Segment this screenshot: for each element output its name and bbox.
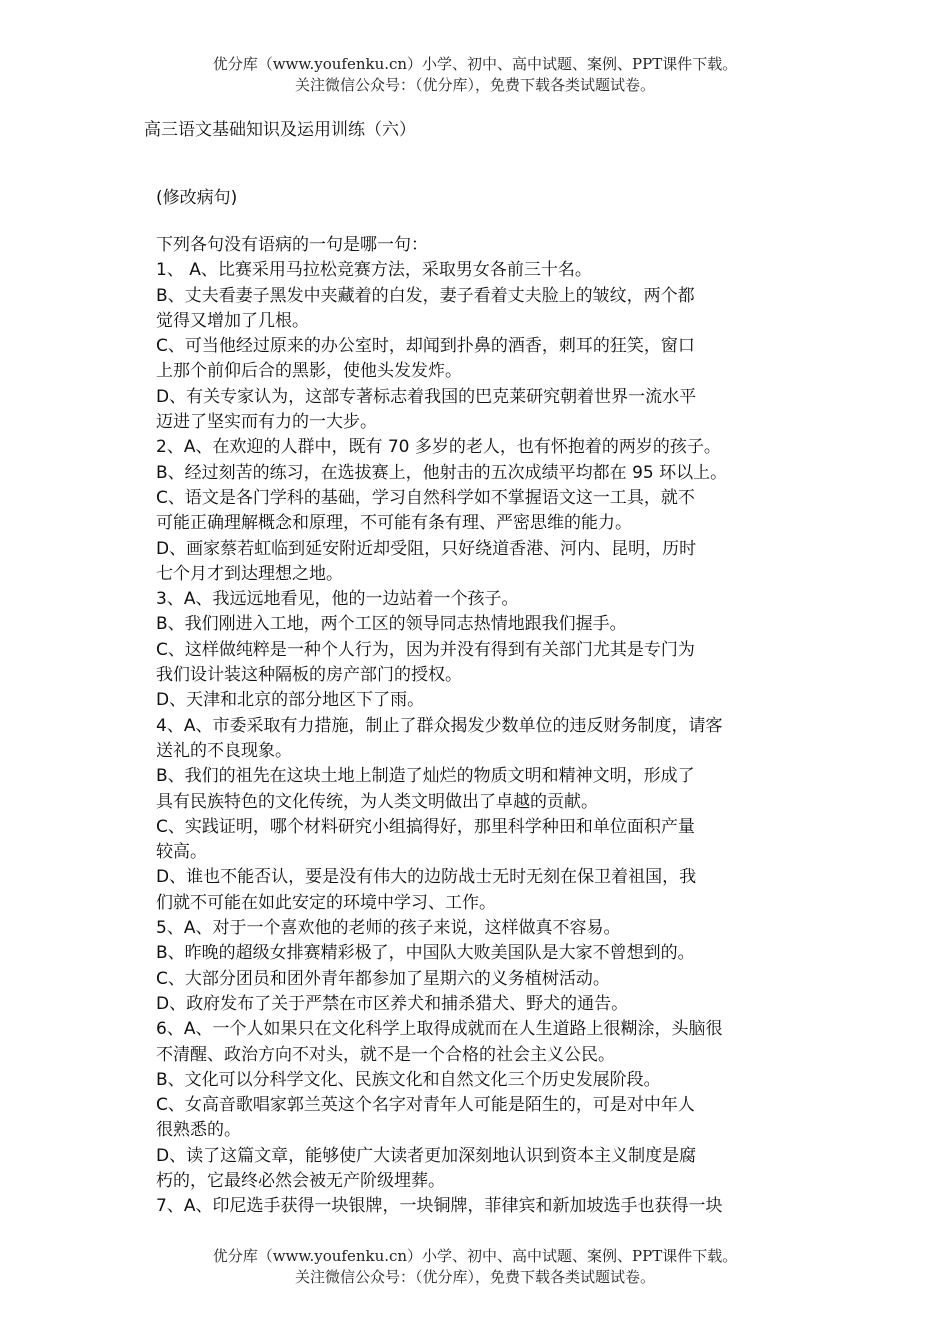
footer-line-2: 关注微信公众号：（优分库），免费下载各类试题试卷。 xyxy=(294,1268,655,1286)
text-line: 们就不可能在如此安定的环境中学习、工作。 xyxy=(156,892,496,913)
text-line: 2、A、在欢迎的人群中，既有 70 多岁的老人，也有怀抱着的两岁的孩子。 xyxy=(156,437,721,458)
text-line: B、丈夫看妻子黑发中夹藏着的白发，妻子看着丈夫脸上的皱纹，两个都 xyxy=(156,285,695,306)
text-line: 不清醒、政治方向不对头，就不是一个合格的社会主义公民。 xyxy=(156,1044,615,1065)
text-line: 很熟悉的。 xyxy=(156,1120,241,1141)
text-line: D、谁也不能否认，要是没有伟大的边防战士无时无刻在保卫着祖国，我 xyxy=(156,867,697,888)
text-line: 较高。 xyxy=(156,842,207,863)
header-line-2: 关注微信公众号：（优分库），免费下载各类试题试卷。 xyxy=(294,76,655,94)
text-line: 朽的，它最终必然会被无产阶级埋葬。 xyxy=(156,1170,445,1191)
text-line: 上那个前仰后合的黑影，使他头发发炸。 xyxy=(156,361,462,382)
document-body xyxy=(156,233,806,1220)
page-footer xyxy=(0,1246,950,1288)
text-line: C、可当他经过原来的办公室时，却闻到扑鼻的酒香，刺耳的狂笑，窗口 xyxy=(156,336,695,357)
text-line: B、我们的祖先在这块土地上制造了灿烂的物质文明和精神文明，形成了 xyxy=(156,766,695,787)
text-line: C、这样做纯粹是一种个人行为，因为并没有得到有关部门尤其是专门为 xyxy=(156,639,695,660)
text-line: 送礼的不良现象。 xyxy=(156,740,292,761)
text-line: 3、A、我远远地看见，他的一边站着一个孩子。 xyxy=(156,589,519,610)
text-line: 4、A、市委采取有力措施，制止了群众揭发少数单位的违反财务制度，请客 xyxy=(156,715,723,736)
text-line: 具有民族特色的文化传统，为人类文明做出了卓越的贡献。 xyxy=(156,791,598,812)
text-line: C、大部分团员和团外青年都参加了星期六的义务植树活动。 xyxy=(156,968,610,989)
text-line: C、语文是各门学科的基础，学习自然科学如不掌握语文这一工具，就不 xyxy=(156,487,695,508)
text-line: 下列各句没有语病的一句是哪一句： xyxy=(156,235,428,255)
text-line: B、经过刻苦的练习，在选拔赛上，他射击的五次成绩平均都在 95 环以上。 xyxy=(156,462,728,483)
text-line: C、女高音歌唱家郭兰英这个名字对青年人可能是陌生的，可是对中年人 xyxy=(156,1095,695,1116)
text-line: 七个月才到达理想之地。 xyxy=(156,563,343,584)
text-line: D、政府发布了关于严禁在市区养犬和捕杀猎犬、野犬的通告。 xyxy=(156,993,629,1014)
section-label: (修改病句) xyxy=(156,188,238,208)
text-line: B、昨晚的超级女排赛精彩极了，中国队大败美国队是大家不曾想到的。 xyxy=(156,943,695,964)
text-line: 可能正确理解概念和原理，不可能有条有理、严密思维的能力。 xyxy=(156,513,632,534)
page-header xyxy=(0,54,950,96)
text-line: C、实践证明，哪个材料研究小组搞得好，那里科学种田和单位面积产量 xyxy=(156,816,695,837)
text-line: B、我们刚进入工地，两个工区的领导同志热情地跟我们握手。 xyxy=(156,614,627,635)
document-title: 高三语文基础知识及运用训练（六） xyxy=(144,120,416,140)
text-line: 我们设计装这种隔板的房产部门的授权。 xyxy=(156,665,462,686)
text-line: B、文化可以分科学文化、民族文化和自然文化三个历史发展阶段。 xyxy=(156,1069,661,1090)
text-line: 觉得又增加了几根。 xyxy=(156,310,309,331)
text-line: 6、A、一个人如果只在文化科学上取得成就而在人生道路上很糊涂，头脑很 xyxy=(156,1019,723,1040)
text-line: 1、 A、比赛采用马拉松竞赛方法，采取男女各前三十名。 xyxy=(156,260,592,281)
text-line: D、天津和北京的部分地区下了雨。 xyxy=(156,690,425,711)
text-line: D、画家蔡若虹临到延安附近却受阻，只好绕道香港、河内、昆明，历时 xyxy=(156,538,697,559)
text-line: 迈进了坚实而有力的一大步。 xyxy=(156,412,377,433)
text-line: 7、A、印尼选手获得一块银牌，一块铜牌，菲律宾和新加坡选手也获得一块 xyxy=(156,1196,723,1217)
text-line: 5、A、对于一个喜欢他的老师的孩子来说，这样做真不容易。 xyxy=(156,918,621,939)
text-line: D、读了这篇文章，能够使广大读者更加深刻地认识到资本主义制度是腐 xyxy=(156,1145,697,1166)
header-line-1: 优分库（www.youfenku.cn）小学、初中、高中试题、案例、PPT课件下载。 xyxy=(212,55,738,73)
text-line: D、有关专家认为，这部专著标志着我国的巴克莱研究朝着世界一流水平 xyxy=(156,386,697,407)
footer-line-1: 优分库（www.youfenku.cn）小学、初中、高中试题、案例、PPT课件下载。 xyxy=(212,1247,738,1265)
